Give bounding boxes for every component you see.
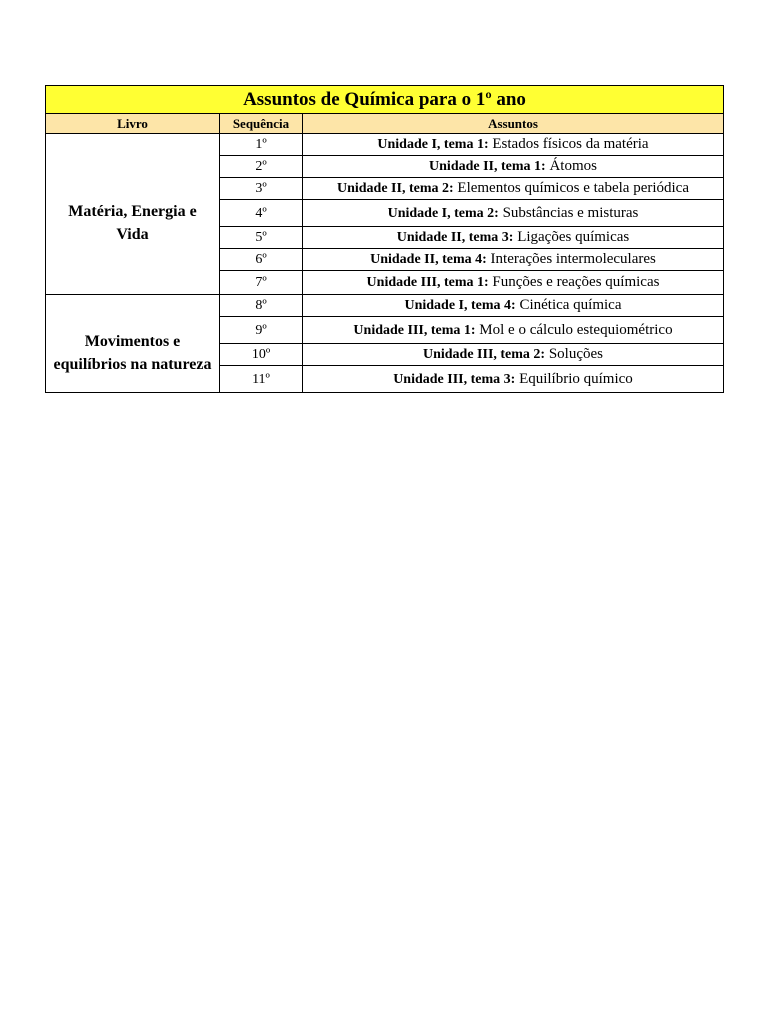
subject-cell bbox=[303, 271, 724, 295]
unit-label: Unidade II, tema 1: bbox=[429, 159, 546, 174]
book-cell bbox=[46, 134, 220, 295]
topic-label: Substâncias e misturas bbox=[498, 204, 639, 221]
unit-label: Unidade I, tema 4: bbox=[404, 298, 516, 313]
subject-cell bbox=[303, 156, 724, 178]
sequence-cell: 8º bbox=[220, 295, 303, 317]
book-name: Matéria, Energia e Vida bbox=[68, 203, 197, 243]
header-subjects: Assuntos bbox=[303, 114, 724, 134]
sequence-cell: 4º bbox=[220, 200, 303, 227]
unit-label: Unidade I, tema 1: bbox=[377, 137, 489, 152]
unit-label: Unidade I, tema 2: bbox=[387, 205, 499, 221]
subject-cell bbox=[303, 366, 724, 393]
unit-label: Unidade II, tema 2: bbox=[336, 181, 454, 196]
topic-label: Ligações químicas bbox=[513, 229, 630, 245]
subject-cell bbox=[303, 134, 724, 156]
header-book: Livro bbox=[46, 114, 220, 134]
topic-label: Átomos bbox=[545, 158, 597, 174]
sequence-cell: 5º bbox=[220, 227, 303, 249]
sequence-cell: 9º bbox=[220, 317, 303, 344]
sequence-cell: 11º bbox=[220, 366, 303, 393]
unit-label: Unidade II, tema 4: bbox=[370, 252, 487, 267]
topic-label: Cinética química bbox=[515, 297, 622, 313]
sequence-cell: 2º bbox=[220, 156, 303, 178]
topic-label: Interações intermoleculares bbox=[486, 251, 656, 267]
subjects-table bbox=[45, 85, 724, 393]
unit-label: Unidade III, tema 3: bbox=[393, 371, 516, 387]
header-sequence: Sequência bbox=[220, 114, 303, 134]
table-row bbox=[46, 134, 724, 156]
unit-label: Unidade II, tema 3: bbox=[396, 230, 514, 245]
subject-cell bbox=[303, 227, 724, 249]
topic-label: Estados físicos da matéria bbox=[488, 136, 649, 152]
topic-label: Soluções bbox=[545, 346, 604, 362]
topic-label: Funções e reações químicas bbox=[488, 274, 660, 290]
sequence-cell: 7º bbox=[220, 271, 303, 295]
book-name: Movimentos e equilíbrios na natureza bbox=[53, 332, 212, 373]
subject-cell bbox=[303, 249, 724, 271]
topic-label: Elementos químicos e tabela periódica bbox=[453, 180, 689, 196]
unit-label: Unidade III, tema 1: bbox=[366, 275, 489, 290]
topic-label: Mol e o cálculo estequiométrico bbox=[475, 321, 673, 338]
unit-label: Unidade III, tema 2: bbox=[422, 347, 546, 362]
subject-cell bbox=[303, 200, 724, 227]
subject-cell bbox=[303, 344, 724, 366]
book-cell bbox=[46, 295, 220, 393]
table-title: Assuntos de Química para o 1º ano bbox=[46, 86, 724, 114]
subject-cell bbox=[303, 295, 724, 317]
sequence-cell: 1º bbox=[220, 134, 303, 156]
topic-label: Equilíbrio químico bbox=[515, 370, 633, 387]
table-row bbox=[46, 295, 724, 317]
sequence-cell: 6º bbox=[220, 249, 303, 271]
sequence-cell: 3º bbox=[220, 178, 303, 200]
sequence-cell: 10º bbox=[220, 344, 303, 366]
unit-label: Unidade III, tema 1: bbox=[353, 322, 476, 338]
subject-cell bbox=[303, 317, 724, 344]
subject-cell bbox=[303, 178, 724, 200]
table-header-row bbox=[46, 114, 724, 134]
